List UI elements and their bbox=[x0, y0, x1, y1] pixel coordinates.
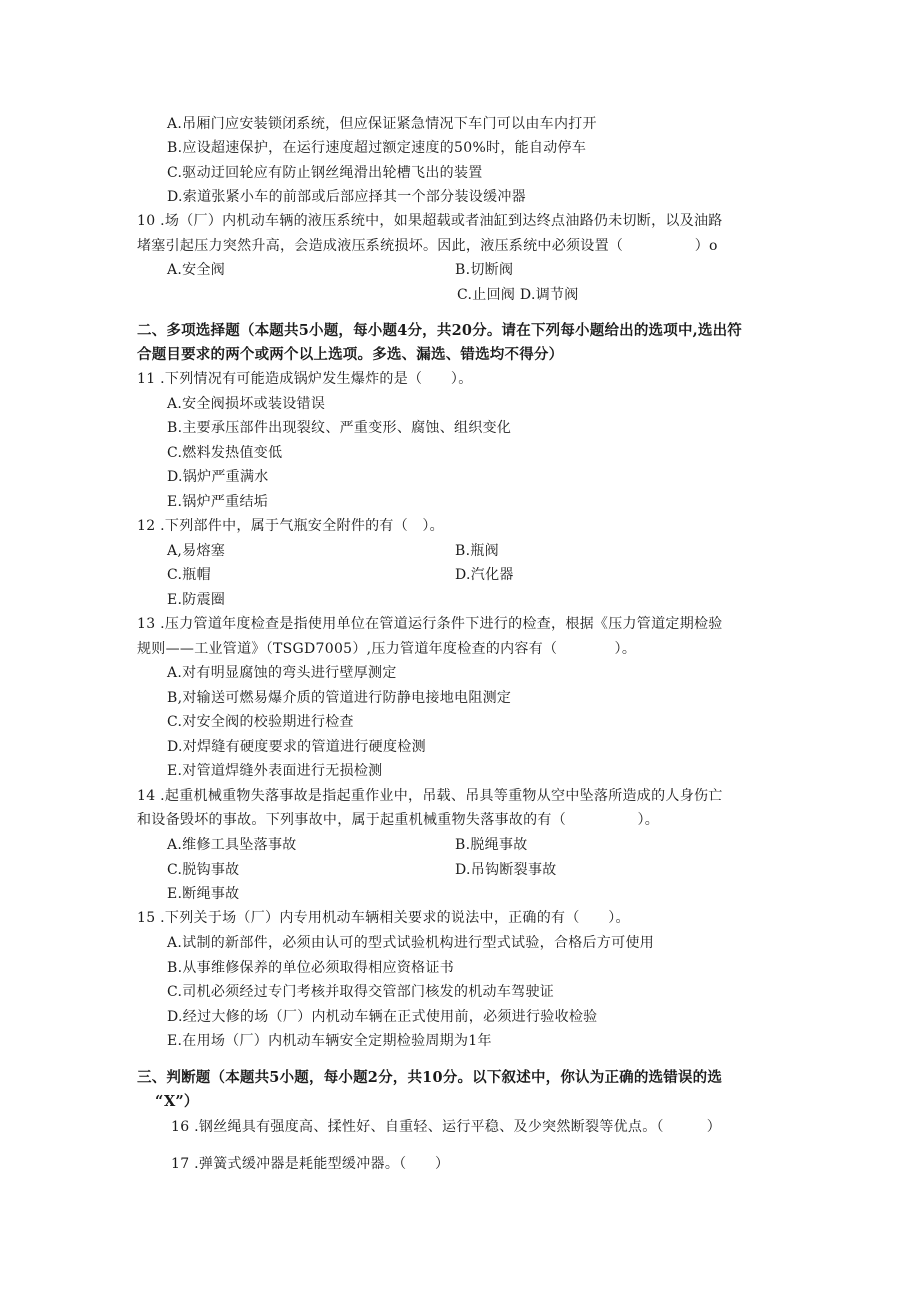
q11-stem: 11 .下列情况有可能造成锅炉发生爆炸的是（ ）。 bbox=[137, 371, 473, 387]
q11-option-d: D.锅炉严重满水 bbox=[167, 469, 269, 485]
section3-heading-line1: 三、判断题（本题共5小题，每小题2分，共10分。以下叙述中，你认为正确的选错误的选 bbox=[137, 1069, 723, 1086]
q15-option-d: D.经过大修的场（厂）内机动车辆在正式使用前，必须进行验收检验 bbox=[167, 1009, 598, 1025]
q13-stem-line2: 规则——工业管道》（TSGD7005）,压力管道年度检查的内容有（ ）。 bbox=[137, 641, 637, 657]
q12-option-e: E.防震圈 bbox=[167, 592, 226, 608]
q14-option-b: B.脱绳事故 bbox=[455, 837, 528, 853]
q13-stem-line1: 13 .压力管道年度检查是指使用单位在管道运行条件下进行的检查，根据《压力管道定期检验 bbox=[137, 616, 723, 632]
q10-option-cd: C.止回阀 D.调节阀 bbox=[457, 287, 579, 303]
q14-option-c: C.脱钩事故 bbox=[167, 862, 240, 878]
section2-heading-line2: 合题目要求的两个或两个以上选项。多选、漏选、错选均不得分） bbox=[137, 346, 564, 363]
q12-option-b: B.瓶阀 bbox=[455, 543, 499, 559]
q12-option-d: D.汽化器 bbox=[455, 567, 514, 583]
q15-option-e: E.在用场（厂）内机动车辆安全定期检验周期为1年 bbox=[167, 1033, 492, 1049]
q13-option-d: D.对焊缝有硬度要求的管道进行硬度检测 bbox=[167, 739, 426, 755]
q13-option-e: E.对管道焊缝外表面进行无损检测 bbox=[167, 763, 383, 779]
q13-option-c: C.对安全阀的校验期进行检查 bbox=[167, 714, 354, 730]
q9-option-c: C.驱动迂回轮应有防止钢丝绳滑出轮槽飞出的装置 bbox=[167, 165, 483, 181]
section2-heading-line1: 二、多项选择题（本题共5小题，每小题4分，共20分。请在下列每小题给出的选项中,选出符 bbox=[137, 322, 743, 339]
q16-statement: 16 .钢丝绳具有强度高、揉性好、自重轻、运行平稳、及少突然断裂等优点。（ ） bbox=[171, 1119, 722, 1135]
q10-option-a: A.安全阀 bbox=[167, 262, 226, 278]
q14-option-a: A.维修工具坠落事故 bbox=[167, 837, 297, 853]
q15-option-b: B.从事维修保养的单位必须取得相应资格证书 bbox=[167, 960, 455, 976]
q13-option-a: A.对有明显腐蚀的弯头进行壁厚测定 bbox=[167, 665, 397, 681]
q12-option-a: A,易熔塞 bbox=[167, 543, 226, 559]
q10-stem-line1: 10 .场（厂）内机动车辆的液压系统中，如果超载或者油缸到达终点油路仍未切断，以及油路 bbox=[137, 213, 723, 229]
section3-heading-line2: “X”） bbox=[155, 1093, 199, 1110]
q15-option-a: A.试制的新部件，必须由认可的型式试验机构进行型式试验，合格后方可使用 bbox=[167, 935, 655, 951]
q14-option-e: E.断绳事故 bbox=[167, 886, 240, 902]
q10-stem-line2: 堵塞引起压力突然升高，会造成液压系统损坏。因此，液压系统中必须设置（ ）o bbox=[137, 238, 718, 254]
q9-option-a: A.吊厢门应安装锁闭系统，但应保证紧急情况下车门可以由车内打开 bbox=[167, 116, 597, 132]
q12-stem: 12 .下列部件中，属于气瓶安全附件的有（ ）。 bbox=[137, 518, 444, 534]
q11-option-b: B.主要承压部件出现裂纹、严重变形、腐蚀、组织变化 bbox=[167, 420, 512, 436]
q15-option-c: C.司机必须经过专门考核并取得交管部门核发的机动车驾驶证 bbox=[167, 984, 555, 1000]
q14-stem-line2: 和设备毁坏的事故。下列事故中，属于起重机械重物失落事故的有（ ）。 bbox=[137, 812, 660, 828]
q9-option-d: D.索道张紧小车的前部或后部应择其一个部分装设缓冲器 bbox=[167, 189, 526, 205]
q11-option-c: C.燃料发热值变低 bbox=[167, 445, 283, 461]
q12-option-c: C.瓶帽 bbox=[167, 567, 211, 583]
q14-stem-line1: 14 .起重机械重物失落事故是指起重作业中，吊载、吊具等重物从空中坠落所造成的人身伤亡 bbox=[137, 788, 723, 804]
q14-option-d: D.吊钩断裂事故 bbox=[455, 862, 557, 878]
q13-option-b: B,对输送可燃易爆介质的管道进行防静电接地电阻测定 bbox=[167, 690, 512, 706]
q10-option-b: B.切断阀 bbox=[455, 262, 514, 278]
q15-stem: 15 .下列关于场（厂）内专用机动车辆相关要求的说法中，正确的有（ ）。 bbox=[137, 910, 630, 926]
q9-option-b: B.应设超速保护，在运行速度超过额定速度的50%时，能自动停车 bbox=[167, 140, 587, 156]
q11-option-e: E.锅炉严重结垢 bbox=[167, 494, 269, 510]
q11-option-a: A.安全阀损坏或装设错误 bbox=[167, 396, 326, 412]
q17-statement: 17 .弹簧式缓冲器是耗能型缓冲器。（ ） bbox=[171, 1156, 450, 1172]
